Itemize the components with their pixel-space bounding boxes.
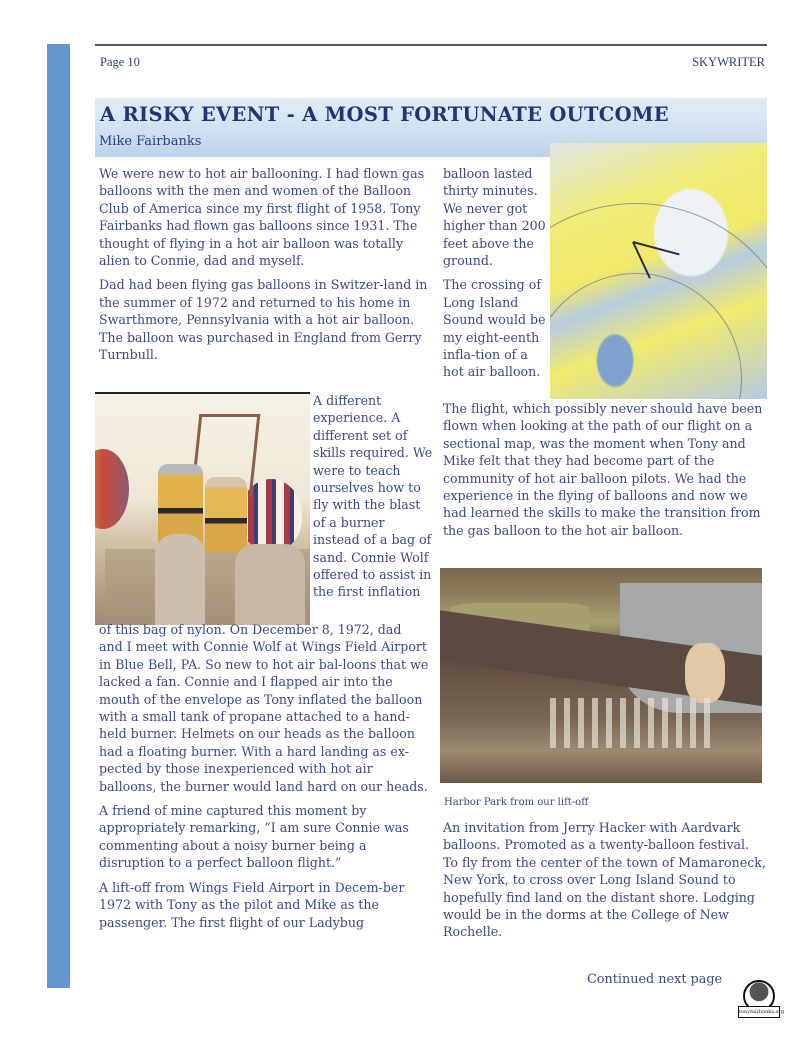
- docks-shape: [550, 698, 710, 748]
- article-title: A RISKY EVENT - A MOST FORTUNATE OUTCOME: [100, 103, 669, 126]
- paragraph: A different experience. A different set of skills required. We were to teach ourselves how to fly with the blast of a burner instead of a bag of sand. Connie Wolf offered to assist in the first inflation: [313, 393, 433, 600]
- paragraph: Dad had been flying gas balloons in Switzer-land in the summer of 1972 and returned to his home in Swarthmore, Pennsylvania with a hot air balloon. The balloon was purchased in England from Gerry Turnbull.: [99, 277, 428, 363]
- side-accent-bar: [47, 44, 70, 988]
- page-number: Page 10: [100, 55, 140, 69]
- paragraph: A lift-off from Wings Field Airport in Decem-ber 1972 with Tony as the pilot and Mike as the passenger. The first flight of our Ladybug: [99, 879, 405, 930]
- paragraph: A friend of mine captured this moment by appropriately remarking, “I am sure Connie was commenting about a noisy burner being a disruption to a perfect balloon flight.”: [99, 803, 409, 871]
- continued-next-page: Continued next page: [587, 972, 723, 987]
- balloon-basket-photo: [95, 392, 310, 625]
- balloon-logo-icon: [738, 980, 785, 1020]
- propane-tank-shape: [235, 544, 305, 625]
- sectional-map-image: [550, 143, 767, 399]
- pilot-figure: [205, 477, 247, 552]
- column-2-middle: [443, 400, 768, 546]
- paragraph: of this bag of nylon. On December 8, 1972, dad and I meet with Connie Wolf at Wings Field Airport in Blue Bell, PA. So new to hot air bal-loons that we lacked a fan. Connie and I flapped air into the mouth of the envelope as Tony inflated the balloon with a small tank of propane attached to a hand-held burner. Helmets on our heads as the balloon had a floating burner. With a hard landing as ex-pected by those inexperienced with hot air balloons, the burner would land hard on our heads.: [99, 622, 429, 794]
- photo-caption: Harbor Park from our lift-off: [444, 797, 589, 808]
- paragraph: We were new to hot air ballooning. I had flown gas balloons with the men and women of the Balloon Club of America since my first flight of 1958. Tony Fairbanks had flown gas balloons since 1931. The thought of flying in a hot air balloon was totally alien to Connie, dad and myself.: [99, 166, 425, 269]
- column-1-wrap-text: [313, 392, 433, 608]
- paragraph: The flight, which possibly never should have been flown when looking at the path of our flight on a sectional map, was the moment when Tony and Mike felt that they had become part of the community of hot air balloon pilots. We had the experience in the flying of balloons and now we had learned the skills to make the transition from the gas balloon to the hot air balloon.: [443, 401, 763, 538]
- paragraph: An invitation from Jerry Hacker with Aardvark balloons. Promoted as a twenty-balloon festival. To fly from the center of the town of Mamaroneck, New York, to cross over Long Island Sound to hopefully find land on the distant shore. Lodging would be in the dorms at the College of New Rochelle.: [443, 820, 766, 940]
- author-byline: Mike Fairbanks: [99, 134, 202, 149]
- logo-text: tonyfairbanks.org: [738, 1006, 780, 1018]
- beach-shape: [685, 643, 725, 703]
- header-rule: [95, 44, 767, 46]
- balloon-shape: [95, 449, 129, 529]
- paragraph: The crossing of Long Island Sound would be my eight-eenth infla-tion of a hot air balloon.: [443, 277, 546, 380]
- column-1-top: [99, 165, 429, 370]
- propane-tank-shape: [155, 534, 205, 625]
- publication-name: SKYWRITER: [692, 55, 765, 69]
- harbor-park-photo: [440, 568, 762, 783]
- pilot-figure: [158, 464, 203, 544]
- paragraph: balloon lasted thirty minutes. We never got higher than 200 feet above the ground.: [443, 166, 546, 269]
- column-2-bottom: [443, 819, 768, 948]
- column-1-bottom: [99, 621, 429, 938]
- column-2-wrap-text: [443, 165, 549, 388]
